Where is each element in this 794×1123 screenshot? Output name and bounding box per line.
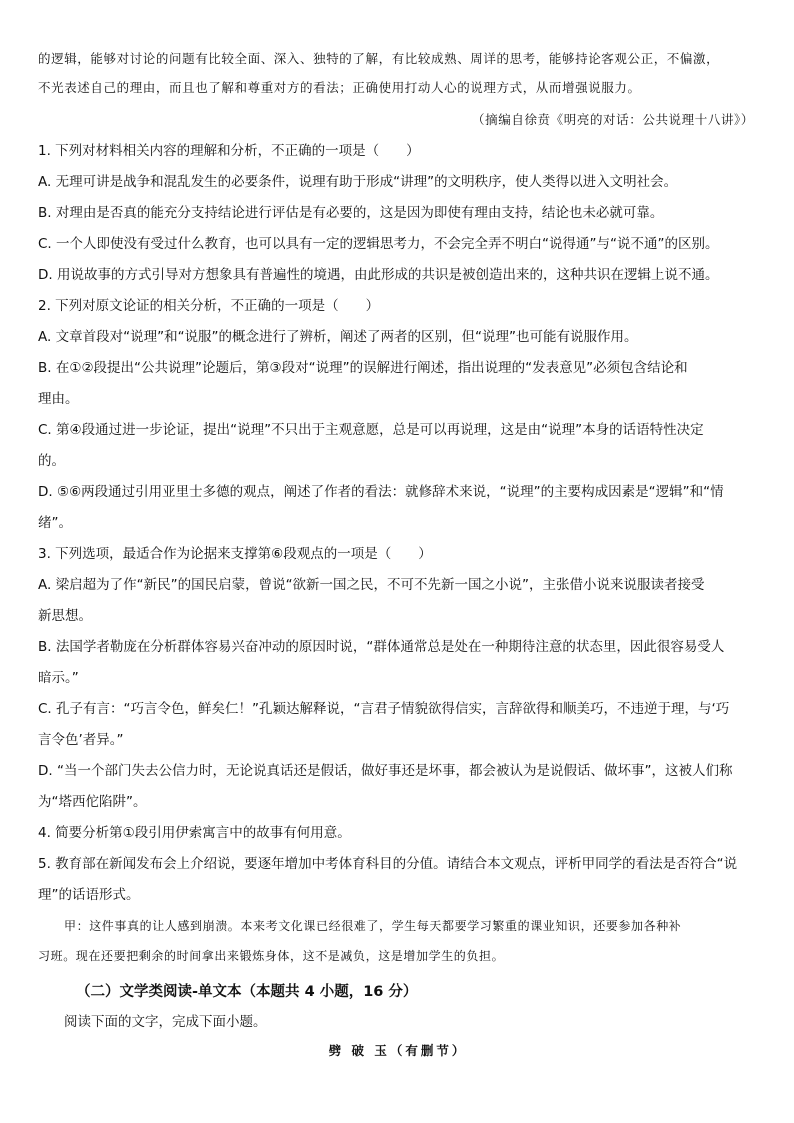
student-quote: 甲：这件事真的让人感到崩溃。本来考文化课已经很难了，学生每天都要学习繁重的课业知识，还要参加各种补 <box>64 919 682 933</box>
question-stem: 2. 下列对原文论证的相关分析，不正确的一项是（ ） <box>38 298 380 314</box>
option-b: B. 法国学者勒庞在分析群体容易兴奋冲动的原因时说，“群体通常总是处在一种期待注意的状态里，因此很容易受人 <box>38 639 725 655</box>
option-b: B. 在①②段提出“公共说理”论题后，第③段对“说理”的误解进行阐述，指出说理的“发表意见”必须包含结论和 <box>38 360 688 376</box>
question-4 <box>38 818 758 849</box>
question-stem: 1. 下列对材料相关内容的理解和分析，不正确的一项是（ ） <box>38 143 420 159</box>
question-stem-continued: 理”的话语形式。 <box>38 887 140 903</box>
option-b-continued: 暗示。” <box>38 670 79 686</box>
question-1 <box>38 136 758 291</box>
question-stem: 5. 教育部在新闻发布会上介绍说，要逐年增加中考体育科目的分值。请结合本文观点，评析甲同学的看法是否符合“说 <box>38 856 738 872</box>
question-5 <box>38 849 758 971</box>
section-heading: （二）文学类阅读-单文本（本题共 4 小题，16 分） <box>76 984 418 1000</box>
question-2 <box>38 291 758 539</box>
story-title: 劈 破 玉（有删节） <box>328 1043 468 1058</box>
option-d: D. 用说故事的方式引导对方想象具有普遍性的境遇，由此形成的共识是被创造出来的，这种共识在逻辑上说不通。 <box>38 267 719 283</box>
option-a: A. 梁启超为了作“新民”的国民启蒙，曾说“欲新一国之民，不可不先新一国之小说”，主张借小说来说服读者接受 <box>38 577 705 593</box>
option-b: B. 对理由是否真的能充分支持结论进行评估是有必要的，这是因为即使有理由支持，结论也未必就可靠。 <box>38 205 664 221</box>
option-a-continued: 新思想。 <box>38 608 92 624</box>
option-b-continued: 理由。 <box>38 391 79 407</box>
option-a: A. 文章首段对“说理”和“说服”的概念进行了辨析，阐述了两者的区别，但“说理”也可能有说服作用。 <box>38 329 638 345</box>
option-a: A. 无理可讲是战争和混乱发生的必要条件，说理有助于形成“讲理”的文明秩序，使人类得以进入文明社会。 <box>38 174 678 190</box>
question-3 <box>38 539 758 818</box>
section-instruction: 阅读下面的文字，完成下面小题。 <box>64 1014 267 1030</box>
source-citation: （摘编自徐贲《明亮的对话：公共说理十八讲》） <box>472 112 754 127</box>
option-c: C. 孔子有言：“巧言令色，鲜矣仁！”孔颖达解释说，“言君子情貌欲得信实，言辞欲得和顺美巧，不违逆于理，与‘巧 <box>38 701 730 717</box>
exam-page <box>38 42 758 1072</box>
question-stem: 3. 下列选项，最适合作为论据来支撑第⑥段观点的一项是（ ） <box>38 546 432 562</box>
section-2 <box>38 977 758 1059</box>
passage-line: 的逻辑，能够对讨论的问题有比较全面、深入、独特的了解，有比较成熟、周详的思考，能够持论客观公正，不偏激， <box>38 51 720 66</box>
option-c-continued: 言令色’者异。” <box>38 732 124 748</box>
option-c: C. 第④段通过进一步论证，提出“说理”不只出于主观意愿，总是可以再说理，这是由“说理”本身的话语特性决定 <box>38 422 704 438</box>
option-d-continued: 绪”。 <box>38 515 72 531</box>
option-d-continued: 为“塔西佗陷阱”。 <box>38 794 147 810</box>
option-d: D. ⑤⑥两段通过引用亚里士多德的观点，阐述了作者的看法：就修辞术来说，“说理”的主要构成因素是“逻辑”和“情 <box>38 484 724 500</box>
student-quote-continued: 习班。现在还要把剩余的时间拿出来锻炼身体，这不是减负，这是增加学生的负担。 <box>38 949 505 963</box>
question-stem: 4. 简要分析第①段引用伊索寓言中的故事有何用意。 <box>38 825 351 841</box>
option-c-continued: 的。 <box>38 453 65 469</box>
passage-ending <box>38 42 758 134</box>
option-c: C. 一个人即使没有受过什么教育，也可以具有一定的逻辑思考力，不会完全弄不明白“说得通”与“说不通”的区别。 <box>38 236 719 252</box>
option-d: D. “当一个部门失去公信力时，无论说真话还是假话，做好事还是坏事，都会被认为是说假话、做坏事”，这被人们称 <box>38 763 733 779</box>
passage-line: 不光表述自己的理由，而且也了解和尊重对方的看法；正确使用打动人心的说理方式，从而增强说服力。 <box>38 80 641 95</box>
